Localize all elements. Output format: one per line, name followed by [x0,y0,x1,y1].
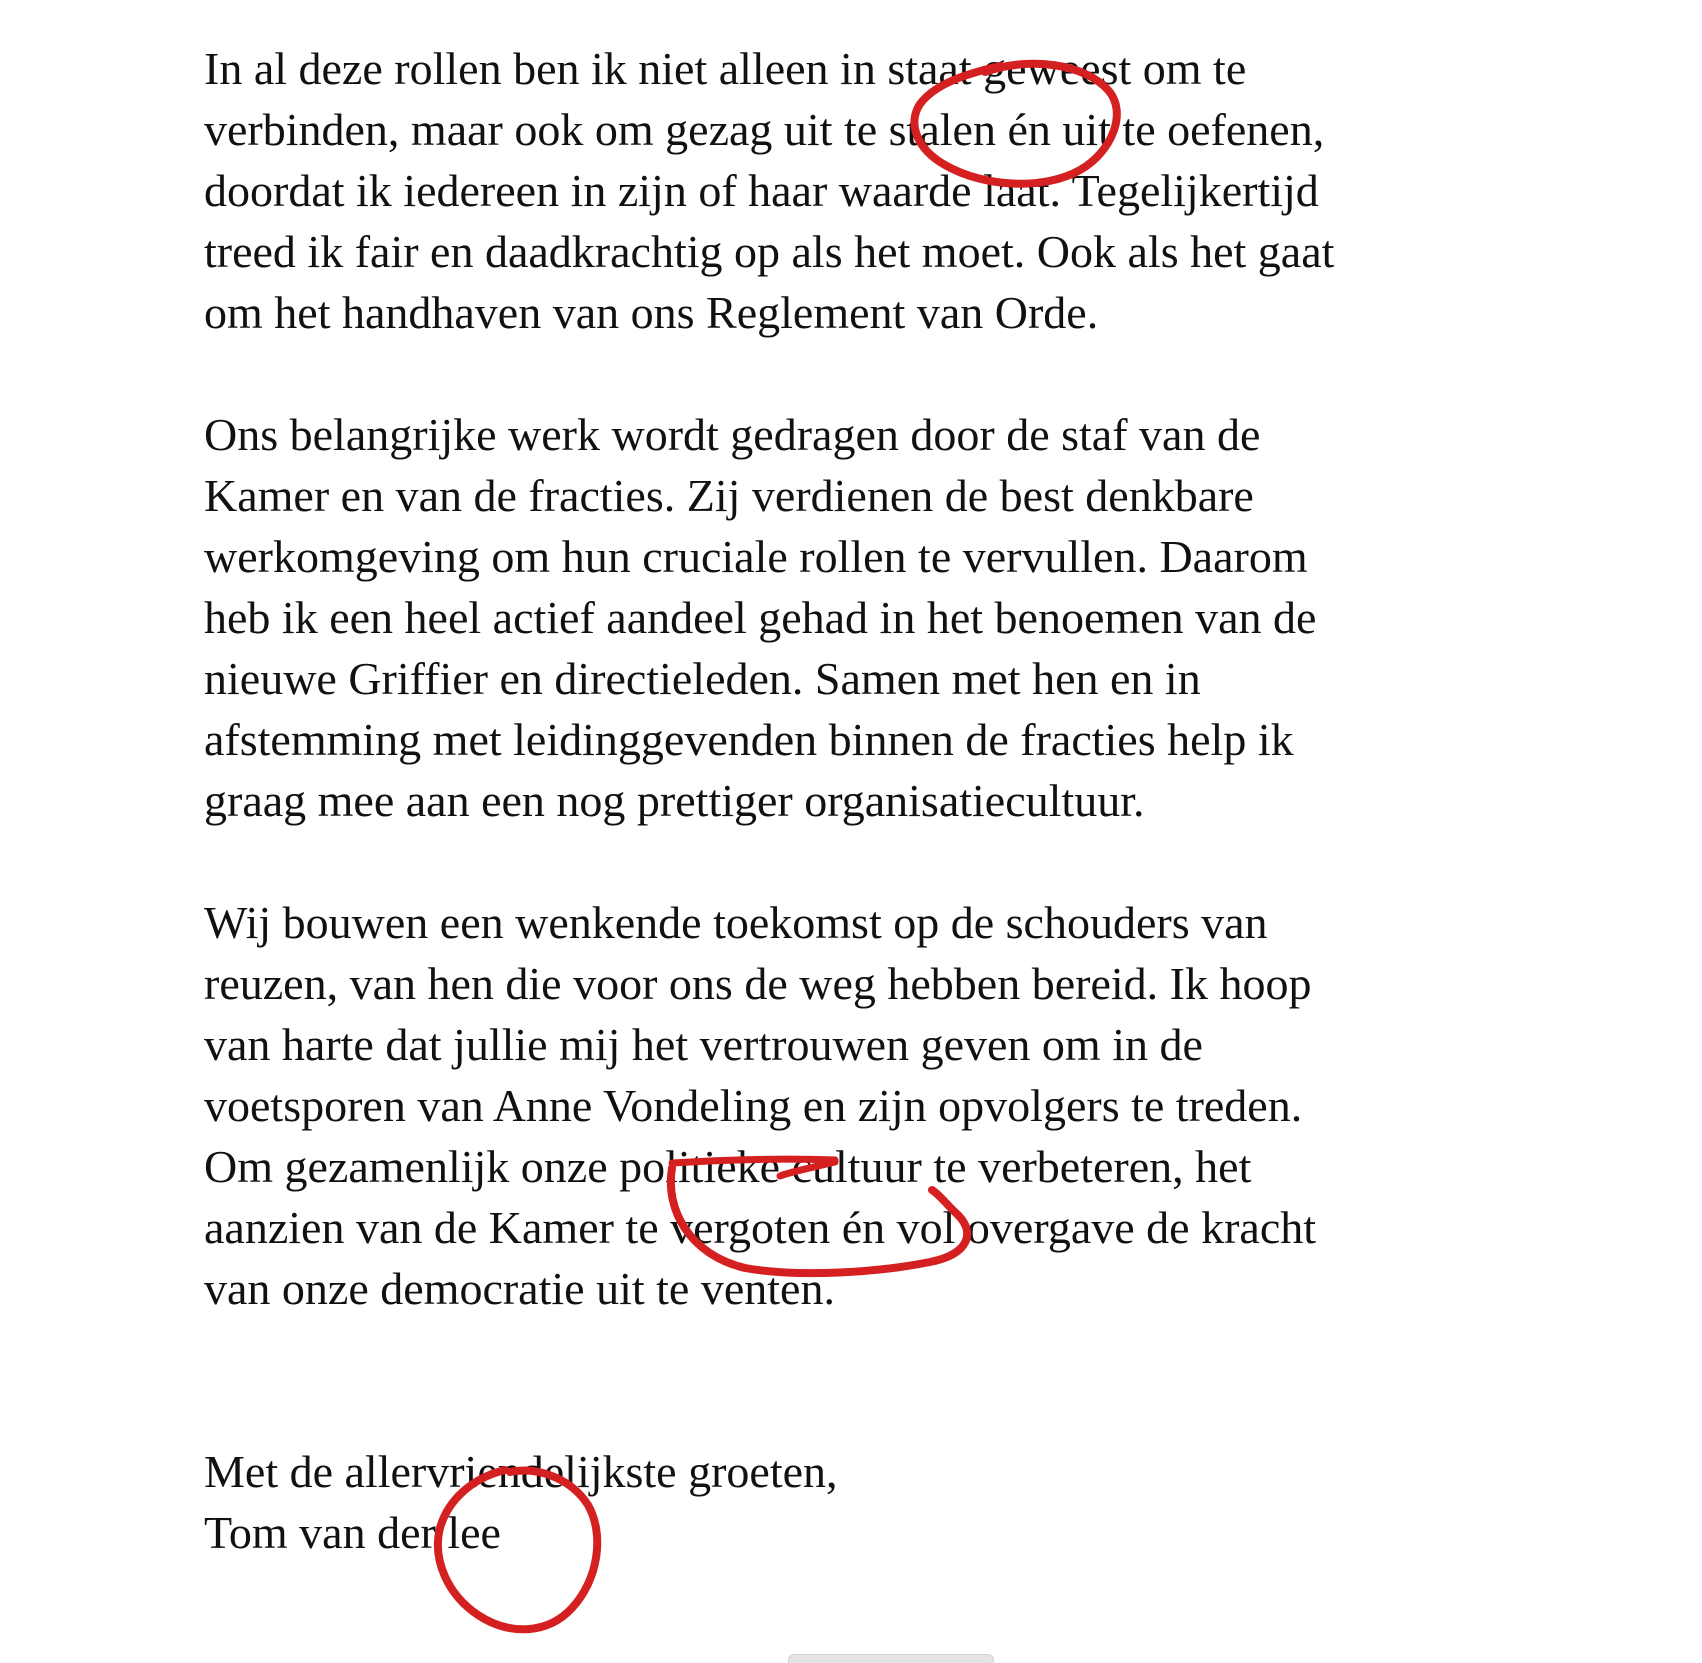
text-line: reuzen, van hen die voor ons de weg hebben bereid. Ik hoop [204,958,1312,1009]
text-line: van onze democratie uit te venten. [204,1263,835,1314]
paragraph-1 [204,38,1524,343]
closing-greeting: Met de allervriendelijkste groeten, [204,1446,838,1497]
text-line: aanzien van de Kamer te vergoten én vol overgave de kracht [204,1202,1317,1253]
paragraph-3 [204,892,1524,1319]
text-line: voetsporen van Anne Vondeling en zijn opvolgers te treden. [204,1080,1303,1131]
text-line: Om gezamenlijk onze politieke cultuur te verbeteren, het [204,1141,1252,1192]
text-line: van harte dat jullie mij het vertrouwen geven om in de [204,1019,1203,1070]
letter-closing [204,1441,1524,1563]
paragraph-2 [204,404,1524,831]
text-line: Ons belangrijke werk wordt gedragen door de staf van de [204,409,1261,460]
text-line: Wij bouwen een wenkende toekomst op de schouders van [204,897,1268,948]
text-line: om het handhaven van ons Reglement van Orde. [204,287,1099,338]
text-line: doordat ik iedereen in zijn of haar waarde laat. Tegelijkertijd [204,165,1319,216]
text-line: graag mee aan een nog prettiger organisatiecultuur. [204,775,1145,826]
letter-body [204,38,1524,1563]
text-line: heb ik een heel actief aandeel gehad in het benoemen van de [204,592,1317,643]
text-line: verbinden, maar ook om gezag uit te stalen én uit te oefenen, [204,104,1325,155]
text-line: nieuwe Griffier en directieleden. Samen met hen en in [204,653,1201,704]
text-line: afstemming met leidinggevenden binnen de fracties help ik [204,714,1294,765]
text-line: treed ik fair en daadkrachtig op als het moet. Ook als het gaat [204,226,1335,277]
text-line: In al deze rollen ben ik niet alleen in staat geweest om te [204,43,1247,94]
signature: Tom van der lee [204,1507,501,1558]
text-line: werkomgeving om hun cruciale rollen te vervullen. Daarom [204,531,1308,582]
text-line: Kamer en van de fracties. Zij verdienen de best denkbare [204,470,1254,521]
